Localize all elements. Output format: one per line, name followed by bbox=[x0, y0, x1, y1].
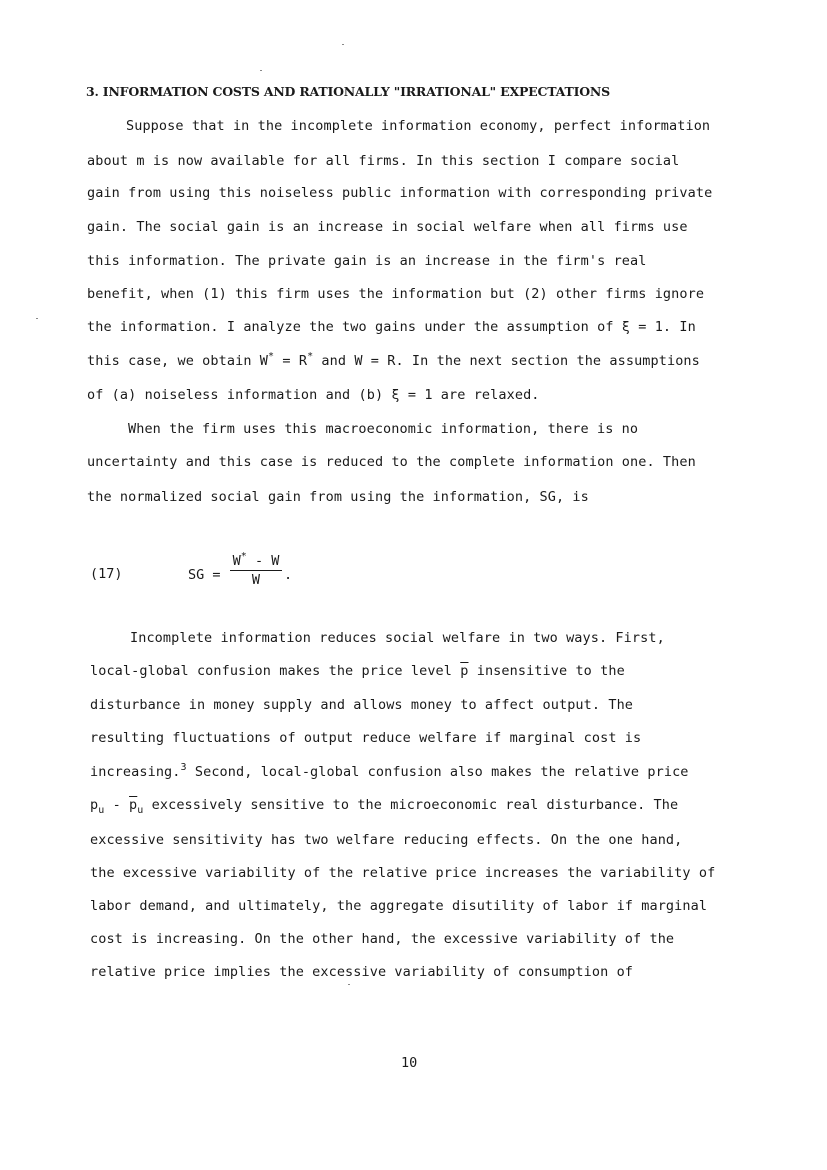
fraction-bar bbox=[230, 570, 282, 571]
text-segment: increasing. bbox=[90, 764, 181, 780]
scan-speck bbox=[260, 70, 262, 71]
text-line: the excessive variability of the relative price increases the variability of bbox=[90, 865, 716, 881]
superscript-star: * bbox=[240, 551, 247, 562]
text-line bbox=[90, 663, 625, 679]
scan-speck bbox=[36, 318, 38, 319]
text-line: Suppose that in the incomplete information economy, perfect information bbox=[126, 118, 711, 134]
text-line: cost is increasing. On the other hand, the excessive variability of the bbox=[90, 931, 675, 947]
text-line: of (a) noiseless information and (b) ξ = 1 are relaxed. bbox=[87, 387, 540, 403]
text-line: this information. The private gain is an increase in the firm's real bbox=[87, 253, 647, 269]
text-segment: this case, we obtain W bbox=[87, 353, 269, 369]
text-segment: and W = R. In the next section the assumptions bbox=[313, 353, 700, 369]
page-number: 10 bbox=[401, 1055, 418, 1071]
text-segment: local-global confusion makes the price level bbox=[90, 663, 461, 679]
equation-lhs: SG = bbox=[188, 567, 221, 583]
minus-sign: - bbox=[104, 797, 130, 813]
average-price-symbol: $\overline{p}$ bbox=[129, 797, 138, 813]
text-segment: excessively sensitive to the microeconomic real disturbance. The bbox=[143, 797, 679, 813]
section-heading: 3. INFORMATION COSTS AND RATIONALLY "IRRATIONAL" EXPECTATIONS bbox=[86, 84, 610, 99]
text-line: about m is now available for all firms. In this section I compare social bbox=[87, 153, 680, 169]
fraction-denominator: W bbox=[251, 572, 261, 588]
text-line: labor demand, and ultimately, the aggregate disutility of labor if marginal bbox=[90, 898, 708, 914]
footnote-marker: 3 bbox=[180, 762, 187, 773]
text-line: disturbance in money supply and allows money to affect output. The bbox=[90, 697, 634, 713]
equation-period: . bbox=[284, 567, 293, 583]
text-line bbox=[90, 764, 689, 780]
relative-price-symbol: p bbox=[90, 797, 99, 813]
text-line: excessive sensitivity has two welfare reducing effects. On the one hand, bbox=[90, 832, 683, 848]
text-line: benefit, when (1) this firm uses the information but (2) other firms ignore bbox=[87, 286, 705, 302]
equation-fraction bbox=[230, 553, 282, 588]
text-segment: insensitive to the bbox=[468, 663, 625, 679]
text-line: gain. The social gain is an increase in social welfare when all firms use bbox=[87, 219, 688, 235]
text-line: relative price implies the excessive variability of consumption of bbox=[90, 964, 634, 980]
text-segment: Second, local-global confusion also makes the relative price bbox=[186, 764, 689, 780]
text-line: uncertainty and this case is reduced to the complete information one. Then bbox=[87, 454, 696, 470]
text-segment: = R bbox=[274, 353, 308, 369]
superscript-star: * bbox=[307, 351, 314, 362]
numerator-symbol: W bbox=[232, 553, 241, 569]
text-line: gain from using this noiseless public information with corresponding private bbox=[87, 185, 713, 201]
text-line: the normalized social gain from using the information, SG, is bbox=[87, 489, 589, 505]
text-line: the information. I analyze the two gains under the assumption of ξ = 1. In bbox=[87, 319, 696, 335]
text-line: When the firm uses this macroeconomic information, there is no bbox=[128, 421, 639, 437]
equation-number: (17) bbox=[90, 566, 123, 582]
numerator-rest: - W bbox=[246, 553, 280, 569]
subscript-u: u bbox=[137, 805, 144, 816]
fraction-numerator bbox=[230, 553, 282, 569]
text-line: Incomplete information reduces social welfare in two ways. First, bbox=[130, 630, 665, 646]
superscript-star: * bbox=[268, 351, 275, 362]
price-level-symbol: $\overline{p}$ bbox=[460, 663, 469, 679]
text-line bbox=[87, 353, 700, 369]
scan-speck bbox=[348, 984, 350, 985]
text-line: resulting fluctuations of output reduce welfare if marginal cost is bbox=[90, 730, 642, 746]
text-line bbox=[90, 797, 679, 816]
subscript-u: u bbox=[98, 805, 105, 816]
scan-speck bbox=[342, 44, 344, 45]
